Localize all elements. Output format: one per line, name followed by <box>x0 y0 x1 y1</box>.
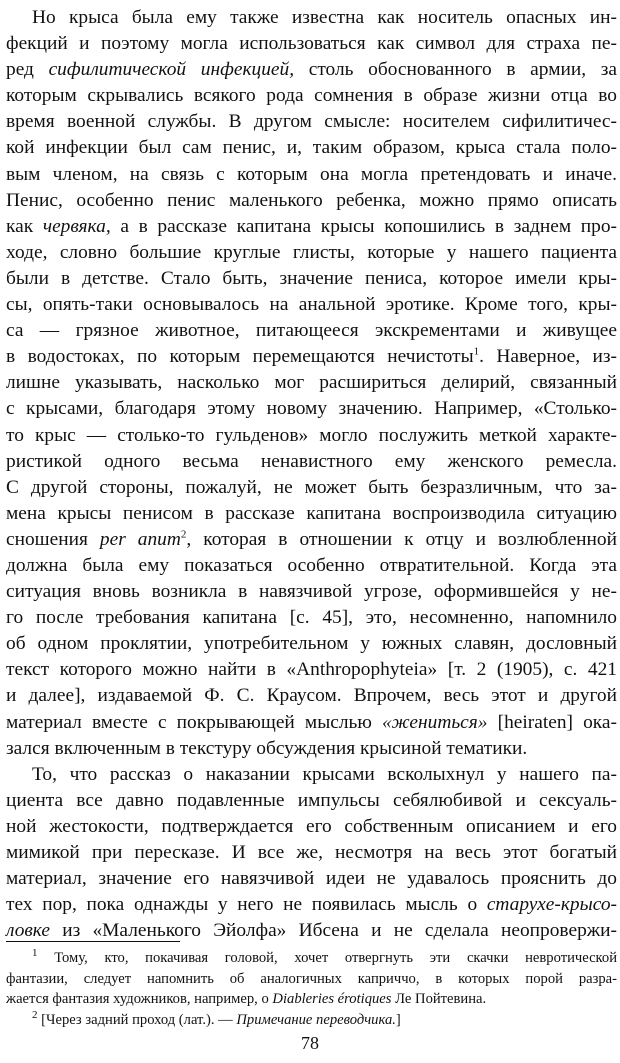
text-run: а в рассказе капитана крысы копошились в заднем про- <box>110 215 617 237</box>
text-run: сы, опять-таки основывалось на анальной эротике. Кроме того, кры- <box>6 294 617 316</box>
text-run: текст которого можно найти в «Anthropophyteia» [т. 2 (1905), с. 421 <box>6 659 617 681</box>
italic-text: сифилитической инфекцией, <box>48 59 295 81</box>
text-run: Пенис, особенно пенис маленького ребенка, можно прямо описать <box>6 189 617 211</box>
text-line <box>6 135 617 161</box>
text-line <box>6 553 617 579</box>
footnote-line <box>6 969 617 990</box>
text-line <box>6 527 617 553</box>
footnote-marker: 2 <box>32 1008 38 1021</box>
text-run: са — грязное животное, питающееся экскрементами и живущее <box>6 320 617 342</box>
footnote-marker: 2 <box>180 528 187 541</box>
text-line <box>6 605 617 631</box>
text-run: ситуация вновь возникла в навязчивой угрозе, оформившейся у не- <box>6 581 617 603</box>
text-run: время военной службы. В другом смысле: носителем сифилитичес- <box>6 111 617 133</box>
footnote-line <box>6 1010 617 1031</box>
text-run: кой инфекции был сам пенис, и, таким образом, крыса стала поло- <box>6 137 617 159</box>
text-run: зался включенным в текстуру обсуждения крысиной тематики. <box>6 737 528 759</box>
italic-text: per anum <box>99 528 181 550</box>
italic-text: «жениться» <box>381 711 488 733</box>
text-line <box>6 423 617 449</box>
text-line <box>6 814 617 840</box>
text-line <box>6 318 617 344</box>
text-run: То, что рассказ о наказании крысами всколыхнул у нашего па- <box>32 763 617 785</box>
text-run: тех пор, пока однажды у него не появилась мысль о <box>6 894 487 916</box>
text-run: жается фантазия художников, например, о <box>6 991 273 1007</box>
page-number: 78 <box>301 1033 319 1053</box>
footnote-line <box>6 948 617 969</box>
text-run: в водостоках, по которым перемещаются нечистоты <box>6 346 474 368</box>
text-run: С другой стороны, пожалуй, не может быть безразличным, что за- <box>6 476 617 498</box>
text-line <box>6 736 617 762</box>
text-line <box>6 892 617 918</box>
text-line <box>6 266 617 292</box>
text-line <box>6 214 617 240</box>
text-run: об одном проклятии, употребительном у южных славян, дословный <box>6 633 617 655</box>
text-run: Но крыса была ему также известна как носитель опасных ин- <box>32 7 617 28</box>
text-run: мена крысы пенисом в рассказе капитана воспроизводила ситуацию <box>6 502 617 524</box>
text-run: столь обоснованного в армии, за <box>294 59 617 81</box>
footnote-line <box>6 989 617 1010</box>
text-line <box>6 579 617 605</box>
text-run: Тому, кто, покачивая головой, хочет отвергнуть эти скачки невротической <box>37 950 617 966</box>
text-run: вым членом, на связь с которым она могла претендовать и иначе. <box>6 163 617 185</box>
text-line <box>6 240 617 266</box>
text-run: . Наверное, из- <box>479 346 617 368</box>
text-run: ] <box>395 1011 401 1028</box>
text-line <box>6 83 617 109</box>
text-line <box>6 449 617 475</box>
text-run: и далее], издаваемой Ф. С. Краусом. Впрочем, весь этот и другой <box>6 685 617 707</box>
italic-text: Diableries érotiques <box>272 991 392 1007</box>
text-run: ной жестокости, подтверждается его собственным описанием и его <box>6 815 617 837</box>
footnotes <box>6 948 617 1030</box>
italic-text: ловке <box>6 920 50 942</box>
text-line <box>6 788 617 814</box>
text-run: из «Маленького Эйолфа» Ибсена и не сделала неопровержи- <box>50 920 617 942</box>
text-line <box>6 657 617 683</box>
text-line <box>6 31 617 57</box>
italic-text: Примечание переводчика. <box>236 1011 396 1028</box>
text-line <box>6 162 617 188</box>
text-line <box>6 631 617 657</box>
text-run: ристикой одного весьма ненавистного ему женского ремесла. <box>6 450 617 472</box>
text-run: материал вместе с покрывающей мыслью <box>6 711 382 733</box>
text-line <box>6 188 617 214</box>
text-run: [heiraten] ока- <box>487 711 617 733</box>
text-run: как <box>6 215 43 237</box>
text-run: [Через задний проход (лат.). — <box>37 1011 237 1028</box>
text-line <box>6 344 617 370</box>
footnote-marker: 1 <box>473 345 480 358</box>
text-line <box>6 501 617 527</box>
text-line <box>6 683 617 709</box>
text-line <box>6 292 617 318</box>
text-line <box>6 109 617 135</box>
text-run: циента все давно подавленные импульсы себялюбивой и сексуаль- <box>6 789 617 811</box>
footnote-separator <box>6 941 180 942</box>
text-line <box>6 57 617 83</box>
footnote-marker: 1 <box>32 947 38 960</box>
text-run: , которая в отношении к отцу и возлюбленной <box>186 528 617 550</box>
text-line <box>6 762 617 788</box>
text-run: Ле Пойтевина. <box>391 991 487 1007</box>
text-run: которым скрывались всякого рода сомнения в образе жизни отца во <box>6 85 617 107</box>
text-run: мимикой при пересказе. И все же, несмотря на весь этот богатый <box>6 842 617 863</box>
body-text <box>6 5 617 944</box>
text-run: лишне указывать, насколько мог расшириться делирий, связанный <box>6 372 617 394</box>
text-run: были в детстве. Стало быть, значение пениса, которое имели кры- <box>6 267 617 289</box>
text-run: сношения <box>6 528 100 550</box>
text-run: ходе, словно большие круглые глисты, которые у нашего пациента <box>6 241 617 263</box>
text-run: фантазии, следует напомнить об аналогичных каприччо, в которых порой разра- <box>6 970 617 987</box>
italic-text: старухе-крысо- <box>486 894 617 916</box>
text-run: го после требования капитана [с. 45], это, несомненно, напомнило <box>6 607 617 629</box>
text-line <box>6 396 617 422</box>
text-line <box>6 840 617 866</box>
text-run: фекций и поэтому могла использоваться как символ для страха пе- <box>6 33 617 55</box>
text-line <box>6 710 617 736</box>
text-run: материал, значение его навязчивой идеи не удавалось прояснить до <box>6 868 617 890</box>
text-line <box>6 475 617 501</box>
text-run: с крысами, благодаря этому новому значению. Например, «Столько- <box>6 398 617 420</box>
text-line <box>6 866 617 892</box>
text-line <box>6 5 617 31</box>
text-line <box>6 370 617 396</box>
text-run: ред <box>6 59 49 81</box>
text-run: должна была ему показаться особенно отвратительной. Когда эта <box>6 554 617 576</box>
italic-text: червяка, <box>42 215 111 237</box>
text-run: то крыс — столько-то гульденов» могло послужить меткой характе- <box>6 424 617 446</box>
